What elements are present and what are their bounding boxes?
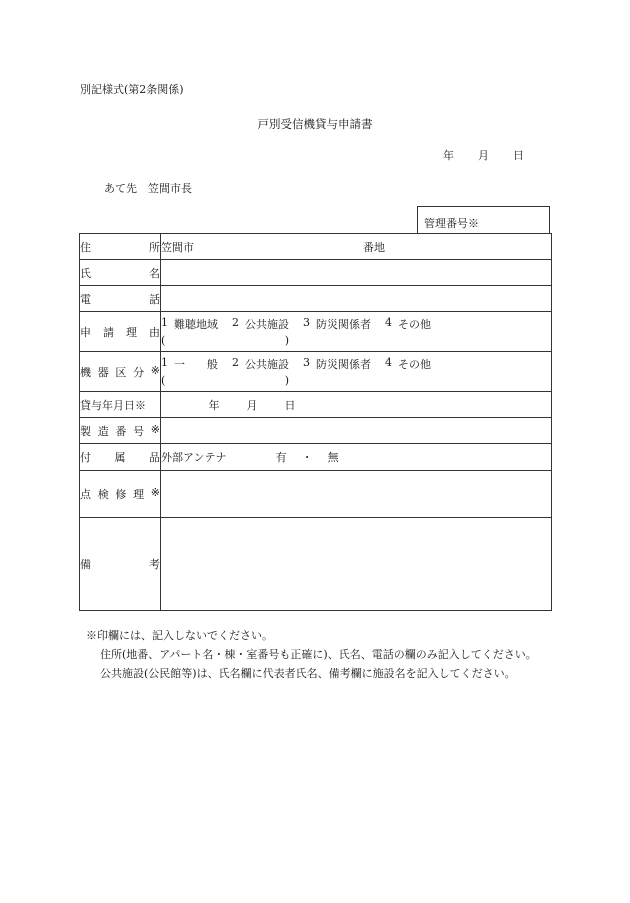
serial-number-label: 製 造 番 号 ※: [80, 422, 160, 438]
reason-options: [161, 316, 551, 332]
device-option-label[interactable]: その他: [398, 358, 431, 371]
accessory-no[interactable]: 無: [327, 451, 339, 464]
date-month-label: 月: [478, 149, 489, 162]
serial-number-row: [80, 418, 552, 444]
loan-date-label-cell: [80, 392, 161, 418]
address-city: 笠間市: [161, 240, 194, 254]
accessory-item: 外部アンテナ: [161, 451, 227, 464]
device-option-label[interactable]: 防災関係者: [316, 358, 371, 371]
application-form-table: [79, 233, 552, 611]
address-label: 住 所: [80, 240, 160, 254]
inspection-row: [80, 471, 552, 518]
reason-option-num: 3: [303, 316, 310, 329]
reason-option-label[interactable]: 公共施設: [245, 318, 289, 331]
phone-field[interactable]: [161, 286, 552, 312]
application-date: [443, 147, 524, 163]
device-option-label[interactable]: 公共施設: [245, 358, 289, 371]
loan-date-field[interactable]: [161, 392, 552, 418]
form-number-note: 別記様式(第2条関係): [80, 83, 184, 96]
accessories-label: 付 属 品: [80, 451, 160, 464]
address-row: [80, 234, 552, 260]
paren-open: (: [161, 334, 166, 347]
loan-month-label: 月: [246, 398, 258, 412]
name-label-cell: [80, 260, 161, 286]
loan-year-label: 年: [208, 398, 220, 412]
address-banchi: 番地: [363, 240, 385, 254]
reason-field[interactable]: [161, 312, 552, 352]
reason-option-num: 1: [161, 316, 168, 329]
serial-number-field[interactable]: [161, 418, 552, 444]
accessories-row: [80, 444, 552, 471]
inspection-label: 点 検 修 理 ※: [80, 486, 160, 501]
loan-date-label: 貸与年月日※: [80, 398, 146, 412]
note-item: 住所(地番、アパート名・棟・室番号も正確に)、氏名、電話の欄のみ記入してください。: [100, 648, 537, 661]
phone-label: 電 話: [80, 292, 160, 306]
date-year-label: 年: [443, 149, 454, 162]
remarks-field[interactable]: [161, 518, 552, 611]
reason-label-cell: [80, 312, 161, 352]
device-option-num: 1: [161, 356, 168, 369]
device-category-field[interactable]: [161, 352, 552, 392]
accessories-label-cell: [80, 444, 161, 471]
device-category-row: [80, 352, 552, 392]
name-label: 氏 名: [80, 266, 160, 280]
device-category-options: [161, 356, 551, 372]
reason-row: [80, 312, 552, 352]
device-category-label: 機 器 区 分 ※: [80, 363, 160, 379]
note-item: 公共施設(公民館等)は、氏名欄に代表者氏名、備考欄に施設名を記入してください。: [100, 667, 516, 680]
device-option-num: 2: [232, 356, 239, 369]
inspection-field[interactable]: [161, 471, 552, 518]
paren-close: ): [284, 374, 289, 387]
paren-open: (: [161, 374, 166, 387]
name-row: [80, 260, 552, 286]
address-label-cell: [80, 234, 161, 260]
reason-option-num: 4: [385, 316, 392, 329]
loan-day-label: 日: [284, 398, 296, 412]
reason-option-label[interactable]: 難聴地域: [174, 318, 218, 331]
device-other-paren[interactable]: [161, 374, 289, 387]
reason-option-label[interactable]: その他: [398, 318, 431, 331]
remarks-label: 備 考: [80, 558, 160, 571]
document-title: 戸別受信機貸与申請書: [257, 117, 373, 131]
phone-label-cell: [80, 286, 161, 312]
reason-other-paren[interactable]: [161, 334, 289, 347]
serial-number-label-cell: [80, 418, 161, 444]
accessory-separator: ・: [301, 451, 313, 464]
addressee: あて先 笠間市長: [104, 182, 192, 195]
paren-close: ): [284, 334, 289, 347]
name-field[interactable]: [161, 260, 552, 286]
accessories-field[interactable]: [161, 444, 552, 471]
note-item: ※印欄には、記入しないでください。: [86, 629, 273, 642]
reason-label: 申 請 理 由: [80, 325, 160, 339]
device-option-num: 4: [385, 356, 392, 369]
loan-date-row: [80, 392, 552, 418]
address-field[interactable]: [161, 234, 552, 260]
remarks-row: [80, 518, 552, 611]
remarks-label-cell: [80, 518, 161, 611]
phone-row: [80, 286, 552, 312]
device-category-label-cell: [80, 352, 161, 392]
reason-option-label[interactable]: 防災関係者: [316, 318, 371, 331]
date-day-label: 日: [513, 149, 524, 162]
management-number-box: [417, 206, 550, 233]
inspection-label-cell: [80, 471, 161, 518]
management-number-label: 管理番号※: [424, 217, 479, 230]
device-option-label[interactable]: 一 般: [174, 358, 218, 371]
accessory-yes[interactable]: 有: [275, 451, 287, 464]
device-option-num: 3: [303, 356, 310, 369]
reason-option-num: 2: [232, 316, 239, 329]
form-notes: [86, 626, 556, 683]
